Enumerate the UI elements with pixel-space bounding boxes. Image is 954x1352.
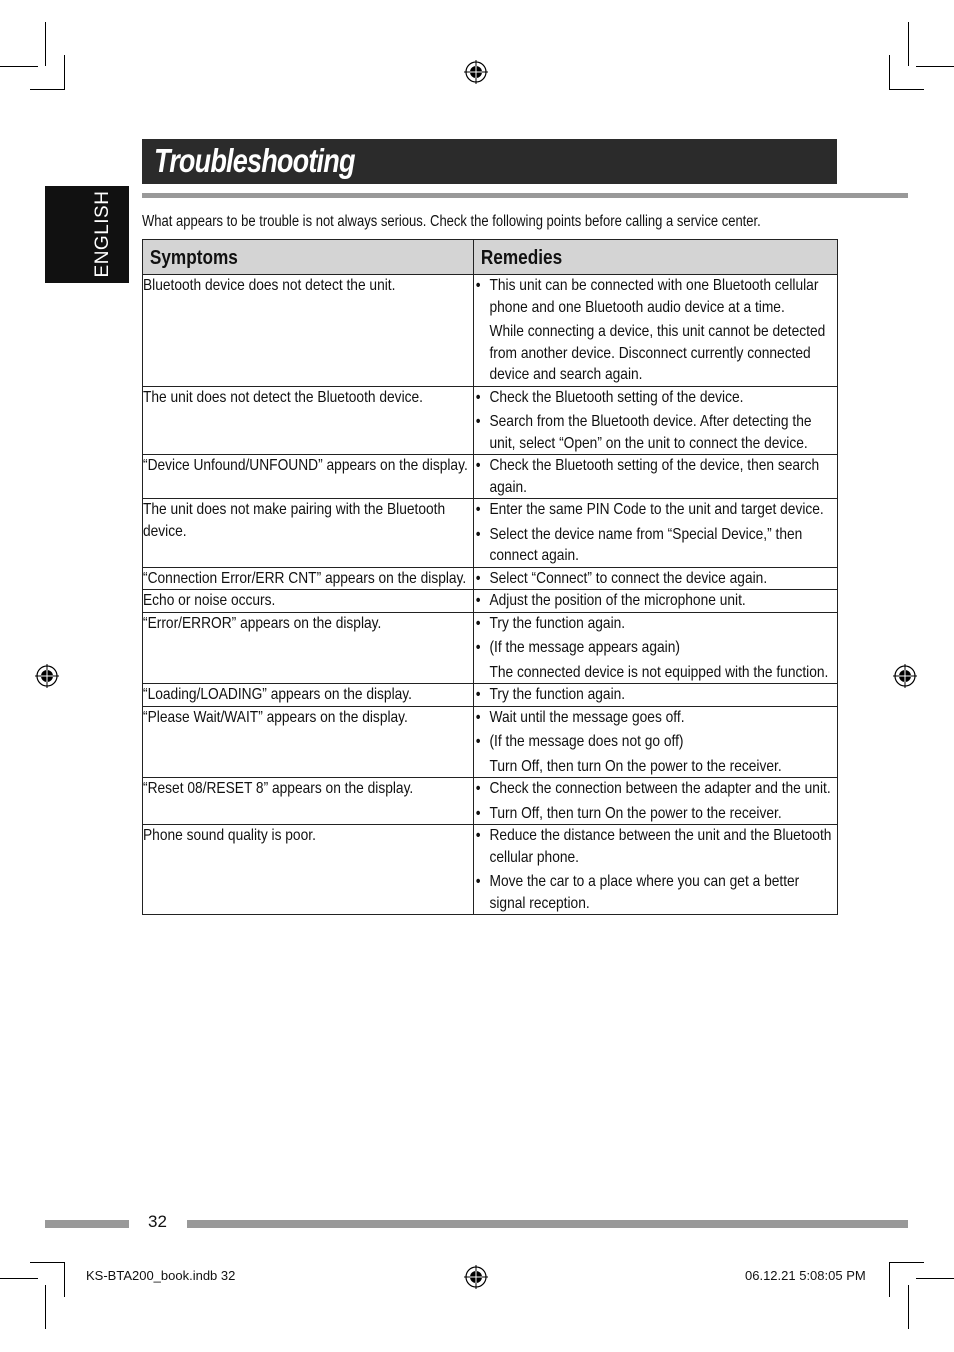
remedy-item	[474, 778, 836, 800]
page-title: Troubleshooting	[154, 142, 355, 179]
remedy-item	[474, 275, 836, 386]
symptom-text: “Connection Error/ERR CNT” appears on the display.	[143, 569, 467, 587]
remedy-text: Select “Connect” to connect the device again.	[489, 569, 768, 587]
remedy-text: Search from the Bluetooth device. After detecting the unit, select “Open” on the unit to connect the device.	[489, 413, 812, 452]
crop-mark	[45, 1285, 46, 1329]
remedy-list	[474, 684, 836, 706]
crop-mark	[64, 1262, 65, 1297]
symptom-text: “Loading/LOADING” appears on the display.	[143, 686, 412, 703]
remedy-cell	[474, 275, 838, 387]
remedy-text: Select the device name from “Special Device,” then connect again.	[489, 525, 803, 564]
remedy-list	[474, 275, 836, 386]
symptom-cell	[143, 612, 474, 684]
language-tab	[45, 186, 129, 283]
table-row	[143, 455, 838, 499]
remedy-text: Enter the same PIN Code to the unit and target device.	[489, 501, 824, 518]
remedy-cell	[474, 455, 838, 499]
symptom-cell	[143, 567, 474, 590]
table-row	[143, 684, 838, 707]
registration-mark-icon	[35, 664, 59, 688]
table-row	[143, 825, 838, 915]
symptom-text: “Error/ERROR” appears on the display.	[143, 614, 382, 632]
remedy-item	[474, 825, 836, 868]
remedy-text: Turn Off, then turn On the power to the receiver.	[489, 804, 782, 822]
remedy-list	[474, 613, 836, 684]
remedy-cell	[474, 706, 838, 778]
remedy-text: Check the Bluetooth setting of the device, then search again.	[489, 457, 820, 496]
remedy-item	[474, 524, 836, 567]
remedy-cell	[474, 825, 838, 915]
crop-mark	[30, 89, 65, 90]
crop-mark	[889, 55, 890, 90]
symptom-cell	[143, 499, 474, 568]
footer-rule	[187, 1220, 908, 1228]
remedy-item	[474, 637, 836, 683]
symptom-cell	[143, 590, 474, 613]
page-number: 32	[148, 1212, 167, 1231]
remedy-cell	[474, 499, 838, 568]
table-row	[143, 386, 838, 455]
remedy-list	[474, 825, 836, 914]
remedy-text: Try the function again.	[489, 614, 626, 632]
crop-mark	[916, 66, 954, 67]
crop-mark	[889, 1262, 890, 1297]
title-bar	[142, 139, 837, 184]
symptom-cell	[143, 706, 474, 778]
remedy-item	[474, 590, 836, 612]
remedy-text: Reduce the distance between the unit and the Bluetooth cellular phone.	[489, 827, 832, 866]
table-row	[143, 499, 838, 568]
symptom-text: “Device Unfound/UNFOUND” appears on the display.	[143, 457, 468, 474]
table-row	[143, 778, 838, 825]
header-rule	[142, 193, 908, 198]
crop-mark	[30, 1262, 65, 1263]
table-body	[143, 275, 838, 915]
crop-mark	[0, 66, 38, 67]
crop-mark	[889, 1262, 924, 1263]
remedy-item	[474, 499, 836, 521]
remedy-cell	[474, 612, 838, 684]
remedy-item	[474, 707, 836, 729]
remedy-list	[474, 778, 836, 824]
remedy-cell	[474, 567, 838, 590]
remedy-list	[474, 455, 836, 498]
table-row	[143, 275, 838, 387]
remedy-item	[474, 455, 836, 498]
remedy-text: Check the connection between the adapter and the unit.	[489, 780, 831, 797]
remedy-text: (If the message appears again)	[489, 639, 680, 656]
remedy-text: Adjust the position of the microphone unit.	[489, 592, 746, 609]
slug-file: KS-BTA200_book.indb 32	[86, 1268, 236, 1283]
remedies-header: Remedies	[474, 240, 838, 275]
remedy-list	[474, 499, 836, 567]
remedy-note: While connecting a device, this unit cannot be detected from another device. Disconnect currently connected device and search again.	[489, 323, 826, 383]
remedy-note: Turn Off, then turn On the power to the receiver.	[489, 757, 782, 775]
table-row	[143, 567, 838, 590]
registration-mark-icon	[893, 664, 917, 688]
remedy-text: Wait until the message goes off.	[489, 708, 685, 726]
crop-mark	[889, 89, 924, 90]
symptom-cell	[143, 778, 474, 825]
symptom-cell	[143, 825, 474, 915]
remedy-text: This unit can be connected with one Bluetooth cellular phone and one Bluetooth audio device at a time.	[489, 277, 819, 316]
remedy-text: Check the Bluetooth setting of the device.	[489, 388, 744, 406]
remedy-list	[474, 707, 836, 778]
remedy-cell	[474, 386, 838, 455]
symptom-text: Bluetooth device does not detect the unit.	[143, 277, 396, 294]
remedy-item	[474, 684, 836, 706]
symptom-text: Phone sound quality is poor.	[143, 827, 316, 844]
crop-mark	[916, 1278, 954, 1279]
symptom-cell	[143, 275, 474, 387]
crop-mark	[908, 1285, 909, 1329]
remedy-text: (If the message does not go off)	[489, 733, 684, 750]
remedy-item	[474, 568, 836, 590]
slug-datetime: 06.12.21 5:08:05 PM	[745, 1268, 866, 1283]
symptom-text: “Reset 08/RESET 8” appears on the display.	[143, 780, 414, 797]
table-header-row	[143, 240, 838, 275]
intro-text: What appears to be trouble is not always serious. Check the following points before calling a service center.	[142, 213, 761, 230]
remedy-cell	[474, 590, 838, 613]
symptom-text: The unit does not detect the Bluetooth device.	[143, 388, 423, 406]
symptom-text: The unit does not make pairing with the Bluetooth device.	[143, 501, 446, 540]
remedy-text: Move the car to a place where you can get a better signal reception.	[489, 873, 800, 912]
remedy-item	[474, 803, 836, 825]
crop-mark	[64, 55, 65, 90]
language-label: ENGLISH	[92, 190, 113, 278]
remedy-item	[474, 411, 836, 454]
registration-mark-icon	[464, 60, 488, 84]
registration-mark-icon	[464, 1265, 488, 1289]
remedy-item	[474, 731, 836, 777]
remedy-cell	[474, 778, 838, 825]
table-row	[143, 706, 838, 778]
symptoms-header: Symptoms	[143, 240, 474, 275]
remedy-note: The connected device is not equipped with the function.	[489, 663, 829, 681]
symptom-cell	[143, 684, 474, 707]
remedy-text: Try the function again.	[489, 686, 626, 703]
remedy-cell	[474, 684, 838, 707]
remedy-list	[474, 387, 836, 455]
remedy-item	[474, 387, 836, 409]
remedy-list	[474, 590, 836, 612]
remedy-item	[474, 613, 836, 635]
crop-mark	[0, 1278, 38, 1279]
remedy-item	[474, 871, 836, 914]
symptom-text: “Please Wait/WAIT” appears on the display.	[143, 708, 408, 726]
symptom-cell	[143, 386, 474, 455]
remedy-list	[474, 568, 836, 590]
crop-mark	[908, 22, 909, 66]
troubleshooting-table	[142, 239, 838, 915]
footer-rule	[45, 1220, 129, 1228]
symptom-text: Echo or noise occurs.	[143, 592, 276, 609]
table-row	[143, 590, 838, 613]
crop-mark	[45, 22, 46, 66]
symptom-cell	[143, 455, 474, 499]
table-row	[143, 612, 838, 684]
